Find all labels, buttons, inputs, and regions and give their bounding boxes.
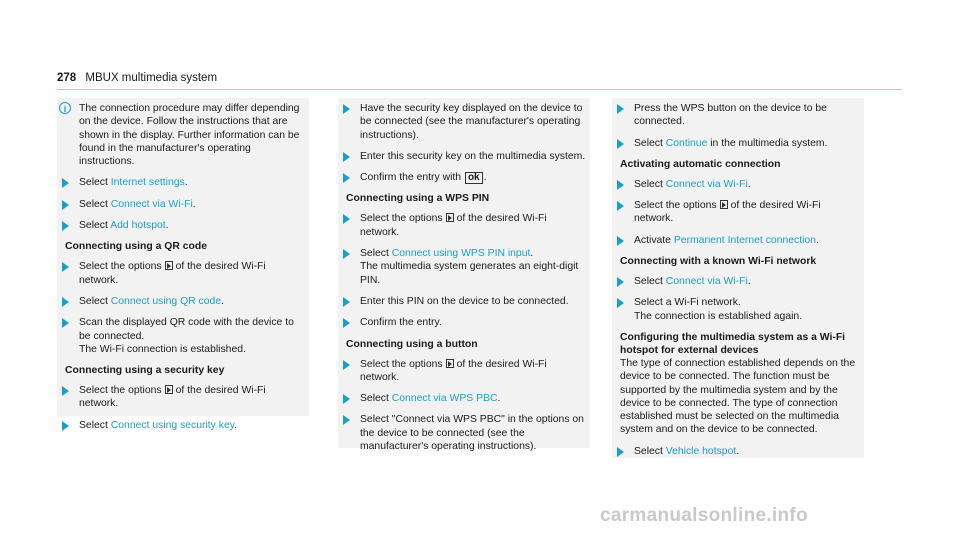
step-text: Activate xyxy=(634,234,674,246)
step-enter-key xyxy=(338,150,590,163)
step-btn-device xyxy=(338,413,590,453)
step-text: . xyxy=(747,276,751,288)
step-text: Select xyxy=(79,295,111,307)
step-qr-scan xyxy=(57,316,309,356)
step-auto-wifi xyxy=(612,178,864,191)
step-text: Enter this security key on the multimedia system. xyxy=(360,150,586,162)
step-text: . xyxy=(165,220,169,232)
step-text: Press the WPS button on the device to be connected. xyxy=(634,103,827,128)
info-icon: i xyxy=(59,102,71,114)
step-result-text: The Wi-Fi connection is established. xyxy=(79,343,246,355)
step-text: . xyxy=(192,198,196,210)
step-text: Scan the displayed QR code with the device to be connected. xyxy=(79,317,294,342)
step-arrow-icon xyxy=(343,173,350,183)
page-number: 278 xyxy=(57,72,77,84)
step-btn-options xyxy=(338,358,590,385)
step-continue xyxy=(612,137,864,150)
hotspot-description: The type of connection established depends on the device to be connected. The function must be supported by the multimedia system and by the device to be connected. The type of connection established must be selected on the multimedia system and on the device to be connected. xyxy=(620,357,856,436)
step-text: Select xyxy=(360,393,392,405)
column-3 xyxy=(612,98,864,458)
step-arrow-icon xyxy=(617,104,624,114)
page-header xyxy=(57,72,217,84)
step-arrow-icon xyxy=(617,298,624,308)
options-chevron-icon xyxy=(165,261,173,270)
step-arrow-icon xyxy=(343,104,350,114)
step-text: Select the options xyxy=(79,385,162,397)
step-wps-confirm xyxy=(338,316,590,329)
step-btn-wps-pbc xyxy=(338,392,590,405)
step-arrow-icon xyxy=(343,394,350,404)
step-result-text: The multimedia system generates an eight-digit PIN. xyxy=(360,261,579,286)
step-arrow-icon xyxy=(343,318,350,328)
options-chevron-icon xyxy=(446,359,454,368)
step-result-text: The connection is established again. xyxy=(634,310,803,322)
step-text: Select xyxy=(79,177,111,189)
step-text: Have the security key displayed on the device to be connected (see the manufacturer's operating instructions). xyxy=(360,103,583,141)
link-connect-via-wifi-auto[interactable]: Connect via Wi-Fi xyxy=(665,178,748,190)
step-text: . xyxy=(184,177,188,189)
step-text: Select the options xyxy=(634,200,717,212)
heading-button: Connecting using a button xyxy=(346,338,478,350)
step-auto-activate xyxy=(612,234,864,247)
header-title: MBUX multimedia system xyxy=(85,72,218,84)
link-continue[interactable]: Continue xyxy=(665,137,708,149)
step-internet-settings xyxy=(57,176,309,189)
step-press-wps xyxy=(612,102,864,129)
link-connect-wps-pbc[interactable]: Connect via WPS PBC xyxy=(391,393,498,405)
step-text: . xyxy=(221,295,224,307)
heading-auto-connection: Activating automatic connection xyxy=(620,158,781,170)
step-wps-pin-input xyxy=(338,247,590,287)
step-known-wifi xyxy=(612,275,864,288)
step-arrow-icon xyxy=(617,277,624,287)
step-arrow-icon xyxy=(62,386,69,396)
step-known-select xyxy=(612,296,864,323)
step-auto-options xyxy=(612,199,864,226)
link-connect-using-key[interactable]: Connect using security key xyxy=(110,419,235,431)
step-arrow-icon xyxy=(343,415,350,425)
step-arrow-icon xyxy=(62,421,69,431)
link-connect-using-qr[interactable]: Connect using QR code xyxy=(110,295,222,307)
step-wps-enter-pin xyxy=(338,295,590,308)
step-text: Select "Connect via WPS PBC" in the options on the device to be connected (see the manufacturer's operating instructions). xyxy=(360,414,584,453)
step-text: of the desired Wi-Fi network. xyxy=(79,261,266,286)
link-internet-settings[interactable]: Internet settings xyxy=(110,177,185,189)
step-text: of the desired Wi-Fi network. xyxy=(79,385,266,410)
link-connect-wps-pin[interactable]: Connect using WPS PIN input xyxy=(391,248,531,260)
watermark: carmanualsonline.info xyxy=(600,505,808,526)
step-text: Select the options xyxy=(360,213,443,225)
step-text: Select xyxy=(79,220,111,232)
link-add-hotspot[interactable]: Add hotspot xyxy=(110,220,166,232)
step-qr-connect xyxy=(57,295,309,308)
step-text: Confirm the entry. xyxy=(360,317,442,329)
step-text: Select xyxy=(634,445,666,457)
step-text: Select the options xyxy=(79,261,162,273)
heading-security-key: Connecting using a security key xyxy=(65,365,225,377)
step-text: . xyxy=(530,248,534,260)
step-display-key xyxy=(338,102,590,142)
column-2 xyxy=(338,98,590,453)
step-arrow-icon xyxy=(343,249,350,259)
step-arrow-icon xyxy=(62,262,69,272)
step-confirm-ok xyxy=(338,171,590,184)
step-arrow-icon xyxy=(62,200,69,210)
step-text: . xyxy=(747,178,751,190)
step-arrow-icon xyxy=(617,180,624,190)
step-text: Select the options xyxy=(360,358,443,370)
step-wps-options xyxy=(338,212,590,239)
note-text: The connection procedure may differ depending on the device. Follow the instructions that are shown in the display. Further information can be found in the manufacturer's operating instructions. xyxy=(79,103,300,168)
step-arrow-icon xyxy=(617,447,624,457)
step-text: in the multimedia system. xyxy=(707,137,828,149)
step-text: Select xyxy=(360,248,392,260)
heading-qr-code: Connecting using a QR code xyxy=(65,241,208,253)
step-arrow-icon xyxy=(343,297,350,307)
step-text: Select xyxy=(634,137,666,149)
step-arrow-icon xyxy=(62,178,69,188)
step-qr-options xyxy=(57,260,309,287)
step-arrow-icon xyxy=(343,152,350,162)
options-chevron-icon xyxy=(165,385,173,394)
step-key-options xyxy=(57,384,309,411)
options-chevron-icon xyxy=(720,200,728,209)
heading-known-network: Connecting with a known Wi-Fi network xyxy=(620,256,817,268)
step-text: Confirm the entry with xyxy=(360,172,462,184)
step-text: of the desired Wi-Fi network. xyxy=(634,200,821,225)
options-chevron-icon xyxy=(446,213,454,222)
heading-wps-pin: Connecting using a WPS PIN xyxy=(346,193,490,205)
note-block xyxy=(57,102,309,168)
step-arrow-icon xyxy=(343,214,350,224)
header-divider xyxy=(57,89,902,90)
step-arrow-icon xyxy=(343,360,350,370)
heading-hotspot: Configuring the multimedia system as a Wi-Fi hotspot for external devices xyxy=(620,331,846,356)
step-text: Select a Wi-Fi network. xyxy=(634,297,741,309)
step-text: . xyxy=(483,172,487,184)
step-text: Select xyxy=(634,276,666,288)
step-text: of the desired Wi-Fi network. xyxy=(360,213,547,238)
link-permanent-internet[interactable]: Permanent Internet connection xyxy=(673,234,816,246)
step-text: . xyxy=(815,234,819,246)
step-arrow-icon xyxy=(62,318,69,328)
column-1 xyxy=(57,98,309,431)
step-arrow-icon xyxy=(617,139,624,149)
step-key-connect xyxy=(57,419,309,432)
step-text: . xyxy=(234,419,238,431)
step-text: Select xyxy=(79,419,111,431)
step-text: Enter this PIN on the device to be connected. xyxy=(360,295,569,307)
step-text: of the desired Wi-Fi network. xyxy=(360,358,547,383)
link-connect-via-wifi-known[interactable]: Connect via Wi-Fi xyxy=(665,276,748,288)
link-connect-via-wifi[interactable]: Connect via Wi-Fi xyxy=(110,198,193,210)
step-connect-wifi xyxy=(57,198,309,211)
step-text: . xyxy=(497,393,501,405)
step-text: . xyxy=(736,445,740,457)
step-vehicle-hotspot xyxy=(612,445,864,458)
step-text: Select xyxy=(79,198,111,210)
step-arrow-icon xyxy=(617,236,624,246)
step-arrow-icon xyxy=(62,297,69,307)
step-add-hotspot xyxy=(57,219,309,232)
ok-button-icon: ok xyxy=(465,172,483,184)
step-text: Select xyxy=(634,178,666,190)
link-vehicle-hotspot[interactable]: Vehicle hotspot xyxy=(665,445,737,457)
step-arrow-icon xyxy=(617,201,624,211)
step-arrow-icon xyxy=(62,221,69,231)
